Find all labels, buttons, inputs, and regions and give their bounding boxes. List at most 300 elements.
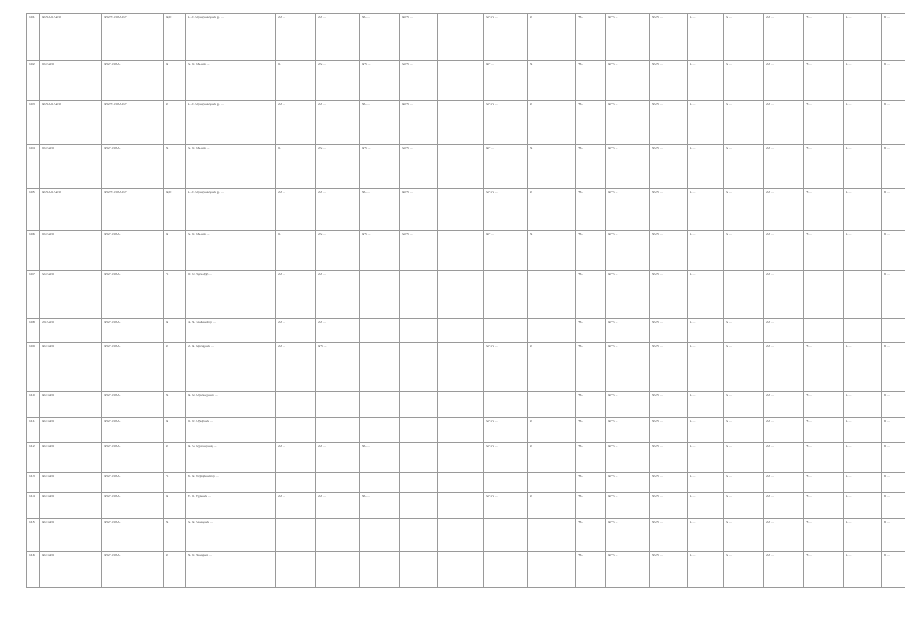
table-cell <box>484 189 528 231</box>
table-cell <box>688 443 724 473</box>
table-cell <box>164 231 186 271</box>
cell-text: ՀՀ ... <box>766 272 775 276</box>
table-cell <box>316 145 360 189</box>
table-cell <box>882 473 905 493</box>
table-cell <box>804 392 844 418</box>
cell-text: Ա. Կ. Աշտարակ ... <box>188 444 217 448</box>
cell-text: ՊՆ <box>578 190 583 194</box>
table-cell <box>164 101 186 145</box>
table-cell <box>844 443 882 473</box>
table-cell <box>764 418 804 443</box>
cell-text: ԶԳՐ ՀՍՆՆ <box>104 494 121 498</box>
cell-text: ԱՍ-ԿԲՍ <box>42 393 55 397</box>
table-cell <box>186 101 276 145</box>
table-cell <box>316 189 360 231</box>
table-cell <box>360 319 400 343</box>
cell-text: 106 <box>29 232 35 236</box>
cell-text: ՀՀ ... <box>318 190 327 194</box>
table-cell <box>164 14 186 61</box>
table-cell <box>882 552 905 588</box>
table-row <box>27 271 905 319</box>
table-cell <box>606 14 650 61</box>
cell-text: Կ ... <box>726 146 733 150</box>
table-cell <box>576 418 606 443</box>
cell-text: ԶԳՐ ՀՍՆՆ <box>104 474 121 478</box>
cell-text: ԱՐԴ .. <box>608 520 618 524</box>
table-cell <box>276 392 316 418</box>
cell-text: Լ ... <box>690 444 696 448</box>
table-cell <box>164 319 186 343</box>
cell-text: 110 <box>29 393 35 397</box>
table-cell <box>724 145 764 189</box>
cell-text: ՀՀ .. <box>278 320 286 324</box>
cell-text: Լ ... <box>846 15 852 19</box>
cell-text: ԳԿՊ ... <box>652 494 663 498</box>
table-cell <box>316 231 360 271</box>
table-cell <box>186 493 276 519</box>
cell-text: Կ. Ս. Սևան ... <box>188 62 210 66</box>
table-cell <box>764 392 804 418</box>
table-cell <box>316 271 360 319</box>
table-cell <box>528 319 576 343</box>
table-cell <box>764 101 804 145</box>
register-table <box>26 13 905 588</box>
table-cell <box>40 343 102 392</box>
table-cell <box>576 271 606 319</box>
table-cell <box>276 189 316 231</box>
table-cell <box>276 493 316 519</box>
table-cell <box>316 319 360 343</box>
cell-text: ՊՆ <box>578 520 583 524</box>
cell-text: Պ ... <box>806 494 813 498</box>
cell-text: Պ ... <box>806 520 813 524</box>
table-cell <box>102 101 164 145</box>
cell-text: Շ ... <box>884 553 891 557</box>
cell-text: Դ <box>166 474 169 478</box>
table-cell <box>650 319 688 343</box>
table-cell <box>844 343 882 392</box>
table-cell <box>438 343 484 392</box>
cell-text: ԱՍ-ԿԲՍ <box>42 419 55 423</box>
table-cell <box>164 473 186 493</box>
cell-text: Շ ... <box>884 520 891 524</box>
table-cell <box>400 443 438 473</box>
cell-text: ՀՀ ... <box>318 320 327 324</box>
table-cell <box>882 271 905 319</box>
cell-text: Լ. Հ. Արարատյան ք. ... <box>188 102 224 106</box>
table-cell <box>650 392 688 418</box>
cell-text: ԳԿՊ ... <box>652 320 663 324</box>
table-cell <box>576 145 606 189</box>
table-cell <box>724 443 764 473</box>
cell-text: ԱՍ-ԿԲՍ <box>42 474 55 478</box>
table-cell <box>764 519 804 552</box>
cell-text: Լ ... <box>846 102 852 106</box>
cell-text: Բ <box>166 444 169 448</box>
table-cell <box>882 392 905 418</box>
table-cell <box>764 473 804 493</box>
cell-text: Կ. Ս. Սևան ... <box>188 146 210 150</box>
table-cell <box>606 392 650 418</box>
table-cell <box>764 271 804 319</box>
cell-text: ԱՐԴ .. <box>608 232 618 236</box>
table-cell <box>438 14 484 61</box>
table-cell <box>400 189 438 231</box>
table-cell <box>650 519 688 552</box>
cell-text: ԱՐԴ .. <box>608 15 618 19</box>
cell-text: ՊՆ <box>578 320 583 324</box>
table-cell <box>576 101 606 145</box>
table-cell <box>438 443 484 473</box>
table-cell <box>438 552 484 588</box>
table-cell <box>528 493 576 519</box>
table-cell <box>40 101 102 145</box>
cell-text: ԶԳՐ ՀՍՆՆ <box>104 393 121 397</box>
table-cell <box>650 493 688 519</box>
table-cell <box>804 231 844 271</box>
cell-text: ԱՐԴ .. <box>608 272 618 276</box>
table-cell <box>528 145 576 189</box>
table-cell <box>606 418 650 443</box>
table-cell <box>764 61 804 101</box>
cell-text: ԱՄՆՆՍ-ԿԲՍ <box>42 190 61 194</box>
table-cell <box>40 392 102 418</box>
table-cell <box>27 61 40 101</box>
table-cell <box>724 14 764 61</box>
cell-text: ՀՀ .. <box>278 272 286 276</box>
table-cell <box>400 493 438 519</box>
table-cell <box>186 443 276 473</box>
table-cell <box>844 392 882 418</box>
table-cell <box>844 552 882 588</box>
table-cell <box>882 101 905 145</box>
cell-text: ԳԿՊ ... <box>652 15 663 19</box>
table-cell <box>360 61 400 101</box>
table-row <box>27 443 905 473</box>
cell-text: 113 <box>29 474 35 478</box>
table-cell <box>882 61 905 101</box>
table-cell <box>724 493 764 519</box>
table-cell <box>164 145 186 189</box>
cell-text: 108 <box>29 320 35 324</box>
table-cell <box>276 443 316 473</box>
table-cell <box>484 473 528 493</box>
table-cell <box>400 418 438 443</box>
table-cell <box>650 552 688 588</box>
table-cell <box>400 61 438 101</box>
table-cell <box>164 418 186 443</box>
table-cell <box>40 519 102 552</box>
cell-text: ԳԿՊ ... <box>652 146 663 150</box>
table-cell <box>528 61 576 101</box>
table-cell <box>276 552 316 588</box>
table-cell <box>688 189 724 231</box>
table-cell <box>882 493 905 519</box>
table-row <box>27 392 905 418</box>
table-cell <box>484 101 528 145</box>
table-cell <box>400 343 438 392</box>
cell-text: Կ ... <box>726 190 733 194</box>
cell-text: ԿԲՊ ... <box>402 62 413 66</box>
table-cell <box>688 519 724 552</box>
cell-text: Լ ... <box>690 232 696 236</box>
cell-text: ՀՀ ... <box>318 102 327 106</box>
table-cell <box>316 418 360 443</box>
cell-text: Պ ... <box>806 102 813 106</box>
table-cell <box>438 319 484 343</box>
table-cell <box>164 189 186 231</box>
cell-text: Լ ... <box>690 146 696 150</box>
table-cell <box>102 392 164 418</box>
table-cell <box>804 101 844 145</box>
cell-text: Ս. <box>278 62 282 66</box>
table-cell <box>528 101 576 145</box>
table-cell <box>316 552 360 588</box>
table-cell <box>360 519 400 552</box>
table-cell <box>102 519 164 552</box>
table-cell <box>186 61 276 101</box>
cell-text: Ա <box>166 62 169 66</box>
table-cell <box>844 145 882 189</box>
cell-text: ԱՐԴ .. <box>608 494 618 498</box>
table-row <box>27 343 905 392</box>
table-cell <box>316 101 360 145</box>
cell-text: ԿՐ-Ռ ... <box>486 494 498 498</box>
table-cell <box>688 101 724 145</box>
cell-text: ԶԳՐ ՀՍՆՆ <box>104 444 121 448</box>
table-cell <box>102 61 164 101</box>
cell-text: ՀՀ .. <box>278 15 286 19</box>
table-cell <box>316 473 360 493</box>
table-row <box>27 231 905 271</box>
table-cell <box>528 343 576 392</box>
table-cell <box>844 189 882 231</box>
table-cell <box>688 392 724 418</box>
table-row <box>27 493 905 519</box>
cell-text: Կ ... <box>726 419 733 423</box>
cell-text: ԿՐ-Ռ ... <box>486 102 498 106</box>
cell-text: Շ ... <box>884 474 891 478</box>
cell-text: ԱՄՆՆՍ-ԿԲՍ <box>42 15 61 19</box>
table-cell <box>484 14 528 61</box>
cell-text: ՊՆ <box>578 62 583 66</box>
cell-text: ԳԿՊ ... <box>652 444 663 448</box>
table-cell <box>484 319 528 343</box>
table-cell <box>438 418 484 443</box>
cell-text: Լ ... <box>690 419 696 423</box>
table-cell <box>724 343 764 392</box>
cell-text: ԱՐԴ .. <box>608 102 618 106</box>
table-cell <box>164 61 186 101</box>
table-cell <box>844 14 882 61</box>
cell-text: Ա/Բ <box>166 190 172 194</box>
table-cell <box>724 189 764 231</box>
cell-text: Լ. Հ. Արարատյան ք. ... <box>188 190 224 194</box>
cell-text: Շ ... <box>884 272 891 276</box>
table-cell <box>27 552 40 588</box>
table-cell <box>688 145 724 189</box>
table-cell <box>764 145 804 189</box>
table-cell <box>438 101 484 145</box>
cell-text: ԱՍ-ԿԲՍ <box>42 494 55 498</box>
table-cell <box>882 343 905 392</box>
table-cell <box>27 493 40 519</box>
cell-text: 109 <box>29 344 35 348</box>
table-cell <box>688 61 724 101</box>
cell-text: Բ <box>530 494 533 498</box>
cell-text: ԳԿՊ ... <box>652 102 663 106</box>
cell-text: Լ ... <box>846 474 852 478</box>
table-cell <box>724 392 764 418</box>
table-cell <box>576 443 606 473</box>
table-cell <box>606 552 650 588</box>
table-cell <box>186 145 276 189</box>
cell-text: ԶԳՐԻ ՀՍՆՆԵՐ <box>104 15 127 19</box>
table-cell <box>484 552 528 588</box>
cell-text: ԱՐԴ .. <box>608 474 618 478</box>
table-cell <box>844 61 882 101</box>
cell-text: ԳԿՊ ... <box>652 344 663 348</box>
table-cell <box>804 473 844 493</box>
cell-text: ՀՀ ... <box>318 444 327 448</box>
cell-text: ԶԳՐԻ ՀՍՆՆԵՐ <box>104 190 127 194</box>
cell-text: 116 <box>29 553 35 557</box>
table-cell <box>164 271 186 319</box>
table-cell <box>688 552 724 588</box>
table-cell <box>576 473 606 493</box>
table-cell <box>27 443 40 473</box>
table-cell <box>844 493 882 519</box>
cell-text: Ս. <box>278 146 282 150</box>
table-cell <box>360 145 400 189</box>
cell-text: 103 <box>29 102 35 106</box>
table-cell <box>650 14 688 61</box>
table-cell <box>438 61 484 101</box>
cell-text: Հ. Ա. Աբովյան ... <box>188 344 214 348</box>
table-cell <box>40 552 102 588</box>
table-cell <box>316 519 360 552</box>
table-cell <box>164 519 186 552</box>
cell-text: Շ ... <box>884 419 891 423</box>
cell-text: Գ. Ս. Գավառ ... <box>188 553 213 557</box>
cell-text: Լ ... <box>690 474 696 478</box>
cell-text: ԿՐ-Ռ ... <box>486 344 498 348</box>
table-cell <box>528 443 576 473</box>
cell-text: 112 <box>29 444 35 448</box>
cell-text: Դ <box>166 272 169 276</box>
cell-text: ԱԲՊ ... <box>402 102 413 106</box>
table-cell <box>316 392 360 418</box>
cell-text: Կ ... <box>726 494 733 498</box>
cell-text: Շ ... <box>884 494 891 498</box>
table-cell <box>400 145 438 189</box>
table-cell <box>186 231 276 271</box>
table-cell <box>650 271 688 319</box>
cell-text: Բ <box>530 102 533 106</box>
cell-text: ՊՆ <box>578 15 583 19</box>
cell-text: ՀՀ ... <box>766 102 775 106</box>
table-cell <box>606 61 650 101</box>
cell-text: Գ <box>530 62 533 66</box>
table-cell <box>438 473 484 493</box>
cell-text: Շ ... <box>884 232 891 236</box>
table-cell <box>688 418 724 443</box>
table-cell <box>40 145 102 189</box>
cell-text: Կ. Ս. Սևան ... <box>188 232 210 236</box>
table-cell <box>804 493 844 519</box>
cell-text: ԱՐԴ .. <box>608 553 618 557</box>
cell-text: ԶԳՐ ՀՍՆՆ <box>104 62 121 66</box>
cell-text: ՍՍ-ԿԲՍ <box>42 62 55 66</box>
table-cell <box>400 14 438 61</box>
cell-text: Գ <box>166 393 169 397</box>
table-cell <box>688 343 724 392</box>
table-cell <box>484 145 528 189</box>
cell-text: ՀՀ ... <box>766 474 775 478</box>
table-cell <box>360 473 400 493</box>
table-row <box>27 552 905 588</box>
cell-text: Պ ... <box>806 553 813 557</box>
table-cell <box>27 392 40 418</box>
cell-text: Լ ... <box>690 15 696 19</box>
table-cell <box>606 319 650 343</box>
table-cell <box>360 101 400 145</box>
table-row <box>27 418 905 443</box>
cell-text: Կ ... <box>726 102 733 106</box>
table-cell <box>882 319 905 343</box>
table-cell <box>576 231 606 271</box>
cell-text: ՊՆ <box>578 553 583 557</box>
table-cell <box>27 319 40 343</box>
cell-text: Լ ... <box>690 102 696 106</box>
cell-text: ՀՀ ... <box>318 272 327 276</box>
table-cell <box>360 343 400 392</box>
table-cell <box>724 552 764 588</box>
cell-text: 107 <box>29 272 35 276</box>
table-cell <box>688 473 724 493</box>
table-cell <box>360 392 400 418</box>
table-cell <box>276 145 316 189</box>
table-cell <box>186 519 276 552</box>
table-cell <box>764 443 804 473</box>
table-cell <box>650 189 688 231</box>
cell-text: ՊՆ <box>578 272 583 276</box>
table-cell <box>102 493 164 519</box>
table-cell <box>360 271 400 319</box>
cell-text: Լ ... <box>846 419 852 423</box>
table-cell <box>606 473 650 493</box>
table-cell <box>844 418 882 443</box>
table-cell <box>724 231 764 271</box>
cell-text: Պ ... <box>806 474 813 478</box>
table-cell <box>528 473 576 493</box>
cell-text: Լ ... <box>690 272 696 276</box>
cell-text: ՀՀ .. <box>278 444 286 448</box>
table-row <box>27 61 905 101</box>
table-cell <box>650 443 688 473</box>
cell-text: 101 <box>29 15 35 19</box>
cell-text: Պ ... <box>806 444 813 448</box>
cell-text: ՀՀ ... <box>766 232 775 236</box>
table-row <box>27 101 905 145</box>
cell-text: Շ ... <box>884 102 891 106</box>
table-cell <box>844 519 882 552</box>
table-cell <box>484 271 528 319</box>
cell-text: Շ ... <box>884 190 891 194</box>
cell-text: ԳԿՊ ... <box>652 232 663 236</box>
cell-text: ՀՀ ... <box>766 344 775 348</box>
table-cell <box>882 145 905 189</box>
